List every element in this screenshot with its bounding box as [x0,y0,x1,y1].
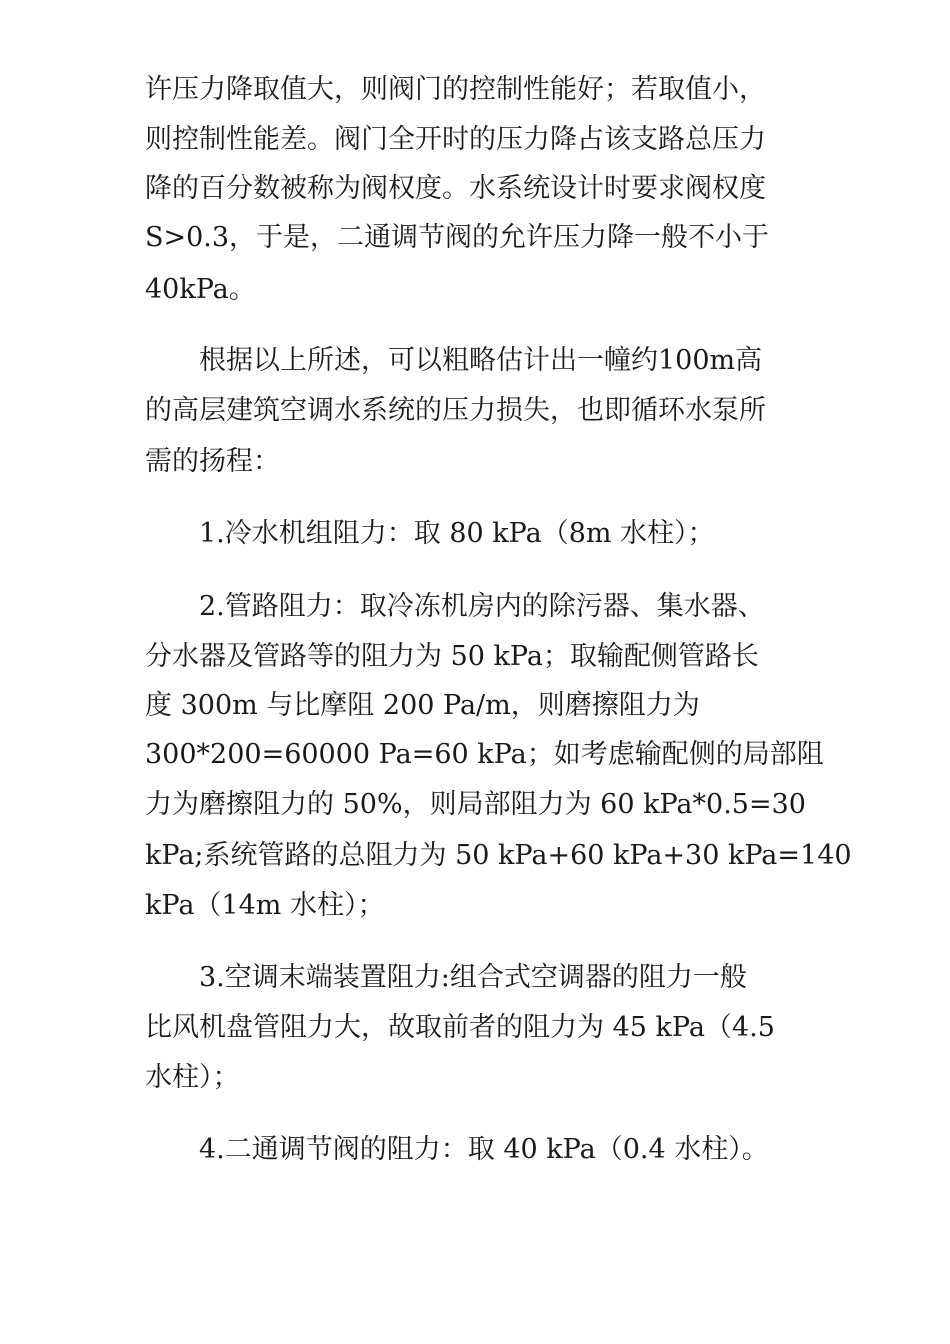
text-line-18: 比风机盘管阻力大，故取前者的阻力为 45 kPa（4.5 [145,1012,775,1043]
text-line-13: 300*200=60000 Pa=60 kPa；如考虑输配侧的局部阻 [145,739,824,770]
text-line-9: 1.冷水机组阻力：取 80 kPa（8m 水柱）； [145,518,715,549]
text-line-16: kPa（14m 水柱）； [145,890,385,921]
text-line-17: 3.空调末端装置阻力:组合式空调器的阻力一般 [145,962,747,993]
text-line-7: 的高层建筑空调水系统的压力损失，也即循环水泵所 [145,395,766,426]
text-line-20: 4.二通调节阀的阻力：取 40 kPa（0.4 水柱）。 [145,1134,769,1165]
text-line-4: S>0.3，于是，二通调节阀的允许压力降一般不小于 [145,222,770,253]
text-line-1: 许压力降取值大，则阀门的控制性能好；若取值小， [145,74,766,105]
text-line-19: 水柱）； [145,1062,240,1093]
text-line-10: 2.管路阻力：取冷冻机房内的除污器、集水器、 [145,591,765,622]
text-line-2: 则控制性能差。阀门全开时的压力降占该支路总压力 [145,124,766,155]
text-line-11: 分水器及管路等的阻力为 50 kPa；取输配侧管路长 [145,641,759,672]
text-line-15: kPa;系统管路的总阻力为 50 kPa+60 kPa+30 kPa=140 [145,840,852,871]
text-line-8: 需的扬程： [145,446,280,477]
text-line-14: 力为磨擦阻力的 50%，则局部阻力为 60 kPa*0.5=30 [145,789,806,820]
text-line-6: 根据以上所述，可以粗略估计出一幢约100m高 [145,345,763,376]
text-line-12: 度 300m 与比摩阻 200 Pa/m，则磨擦阻力为 [145,690,700,721]
text-line-3: 降的百分数被称为阀权度。水系统设计时要求阀权度 [145,173,766,204]
text-line-5: 40kPa。 [145,274,256,305]
